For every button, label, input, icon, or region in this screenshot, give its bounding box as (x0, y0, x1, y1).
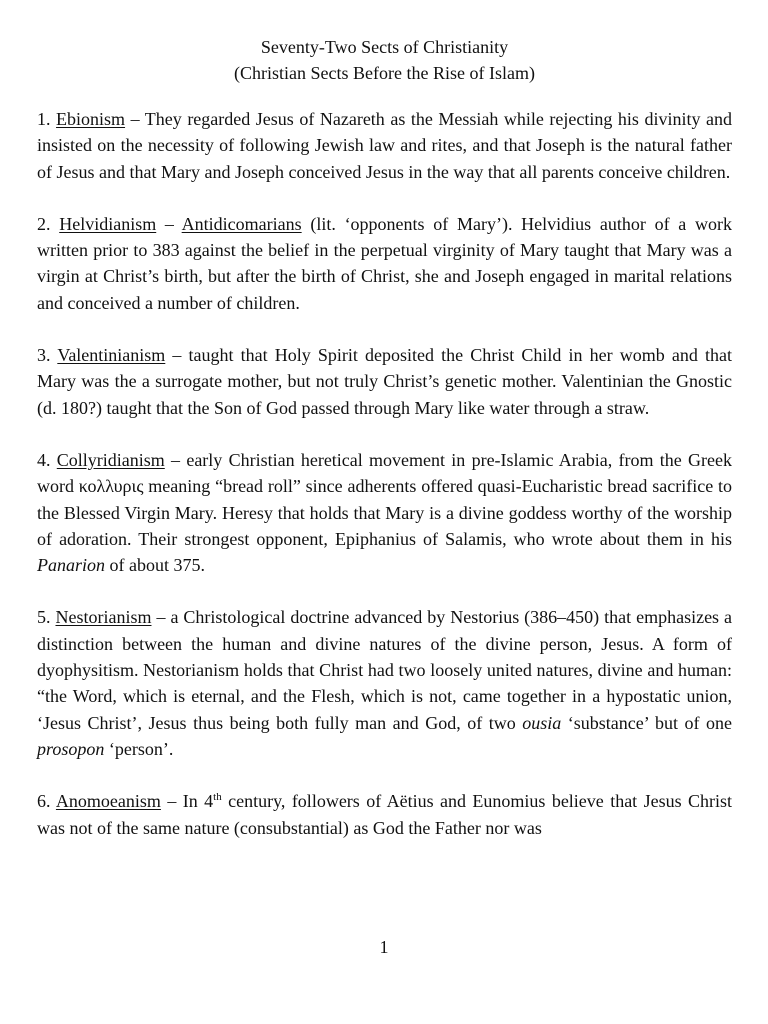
dash-separator: – (165, 345, 189, 366)
document-page (37, 34, 732, 867)
entry-term: Ebionism (56, 109, 126, 129)
entry-italic-title: Panarion (37, 555, 106, 576)
entry-ebionism (37, 106, 732, 185)
entry-text: (lit. ‘opponents of Mary’). Helvidius author of a work written prior to 383 against the belief in the perpetual virginity of Mary taught that Mary was a virgin at Christ’s birth, but after the birth of Christ, she and Joseph engaged in marital relations and conceived a number of children. (37, 213, 732, 313)
entry-number: 5. (37, 607, 56, 628)
entry-text: In 4 (182, 791, 214, 812)
entry-number: 1. (37, 109, 57, 129)
entry-text: They regarded Jesus of Nazareth as the Messiah while rejecting his divinity and insisted on the necessity of following Jewish law and rites, and that Joseph is the natural father of Jesus and that Mary and Joseph conceived Jesus in the way that all parents conceive children. (37, 109, 732, 182)
entry-text: a Christological doctrine advanced by Nestorius (386–450) that emphasizes a distinction between the human and divine natures of the divine person, Jesus. A form of dyophysitism. Nestorianism holds that Christ had two loosely united natures, divine and human: “the Word, which is eternal, and the Flesh, which is not, came together in a hypostatic union, ‘Jesus Christ’, Jesus thus being both fully man and God, of two (37, 607, 733, 733)
entry-valentinianism (37, 342, 732, 421)
page-number: 1 (379, 937, 389, 957)
dash-separator: – (156, 213, 182, 234)
dash-separator: – (151, 607, 171, 628)
entry-text: taught that Holy Spirit deposited the Christ Child in her womb and that Mary was the a surrogate mother, but not truly Christ’s genetic mother. Valentinian the Gnostic (d. 180?) taught that the Son of God passed through Mary like water through a straw. (37, 345, 732, 418)
entry-term: Anomoeanism (55, 791, 161, 812)
entry-term: Helvidianism (59, 213, 157, 234)
entry-term-alternate: Antidicomarians (181, 213, 302, 234)
entry-italic-word: ousia (522, 712, 562, 733)
entry-term: Valentinianism (57, 345, 166, 366)
entry-nestorianism (37, 604, 732, 762)
entry-term: Collyridianism (56, 449, 165, 470)
entry-text-middle: ‘substance’ but of one (561, 712, 732, 733)
entry-collyridianism (37, 447, 732, 578)
document-title (37, 34, 732, 86)
entry-text-end: ‘person’. (104, 738, 174, 759)
entry-text-end: century, followers of Aëtius and Eunomius believe that Jesus Christ was not of the same nature (consubstantial) as God the Father nor was (37, 791, 733, 838)
dash-separator: – (160, 791, 183, 812)
dash-separator: – (125, 109, 145, 129)
entry-number: 6. (37, 791, 56, 812)
entry-number: 4. (37, 449, 57, 470)
entry-term: Nestorianism (55, 607, 152, 628)
entry-italic-word: prosopon (37, 738, 105, 759)
title-line-1: Seventy-Two Sects of Christianity (260, 37, 509, 57)
entry-helvidianism (37, 211, 732, 316)
ordinal-superscript: th (213, 791, 222, 804)
entry-number: 3. (37, 345, 58, 366)
entry-anomoeanism (37, 788, 732, 841)
entry-text: early Christian heretical movement in pre-Islamic Arabia, from the Greek word κολλυρις meaning “bread roll” since adherents offered quasi-Eucharistic bread sacrifice to the Blessed Virgin Mary. Heresy that holds that Mary is a divine goddess worthy of the worship of adoration. Their strongest opponent, Epiphanius of Salamis, who wrote about them in his (37, 449, 733, 549)
entry-text-end: of about 375. (105, 555, 205, 576)
dash-separator: – (164, 449, 187, 470)
title-line-2: (Christian Sects Before the Rise of Islam) (234, 63, 535, 83)
entry-number: 2. (37, 213, 60, 234)
